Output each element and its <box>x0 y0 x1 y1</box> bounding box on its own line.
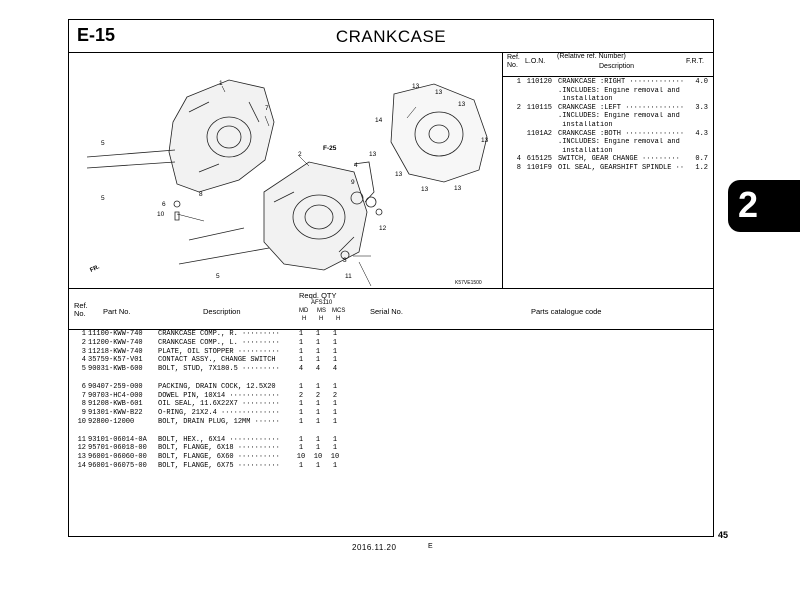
callout-5b: 5 <box>101 195 105 202</box>
part-cell-qty: 4 <box>315 365 321 374</box>
callout-13d: 13 <box>481 137 489 144</box>
callout-2: 2 <box>298 151 302 158</box>
part-cell-ref: 2 <box>81 338 86 347</box>
callout-5a: 5 <box>101 140 105 147</box>
callout-1: 1 <box>219 80 223 87</box>
part-cell-qty: 1 <box>332 356 338 365</box>
part-cell-ref: 10 <box>77 417 86 426</box>
part-cell-qty: 1 <box>315 417 321 426</box>
part-cell-qty: 1 <box>298 338 304 347</box>
callout-13h: 13 <box>454 185 462 192</box>
part-cell-description: BOLT, FLANGE, 6X18 ·········· <box>158 444 280 453</box>
parts-header-ref-no: Ref. No. <box>74 301 88 318</box>
part-cell-qty: 1 <box>332 347 338 356</box>
page-number: 45 <box>718 530 729 540</box>
part-cell-qty: 1 <box>332 461 338 470</box>
part-cell-qty: 1 <box>332 338 338 347</box>
part-cell-qty: 2 <box>332 391 338 400</box>
part-cell-ref: 6 <box>81 382 86 391</box>
part-cell-qty: 1 <box>298 409 304 418</box>
parts-header-variant-mcs: MCS <box>332 308 346 314</box>
callout-12: 12 <box>379 225 387 232</box>
part-cell-description: CRANKCASE COMP., L. ········· <box>158 338 280 347</box>
part-cell-description: CONTACT ASSY., CHANGE SWITCH <box>158 356 276 365</box>
part-cell-description: CRANKCASE COMP., R. ········· <box>158 330 280 338</box>
parts-header-reqd-qty: Reqd. QTY <box>299 291 337 300</box>
ref-cell-description: .INCLUDES: Engine removal and <box>558 86 680 95</box>
part-cell-ref: 4 <box>81 356 86 365</box>
ref-cell-description: CRANKCASE :LEFT ·············· <box>558 103 685 112</box>
footer-date: 2016.11.20 <box>352 543 397 552</box>
parts-header-variant-md-h: H <box>302 316 307 322</box>
ref-cell-lon: 615125 <box>526 155 552 164</box>
callout-7: 7 <box>265 105 269 112</box>
ref-cell-description: CRANKCASE :BOTH ·············· <box>558 129 685 138</box>
section-tab <box>728 180 800 232</box>
callout-11: 11 <box>345 273 352 280</box>
part-cell-description: BOLT, STUD, 7X180.5 ········· <box>158 365 280 374</box>
part-cell-qty: 1 <box>332 400 338 409</box>
part-cell-part-no: 93101-06014-0A <box>88 435 147 444</box>
part-cell-ref: 9 <box>81 409 86 418</box>
parts-header-variant-mcs-h: H <box>336 316 341 322</box>
part-cell-qty: 1 <box>332 330 338 338</box>
ref-cell-frt: 4.0 <box>695 78 708 86</box>
part-cell-description: DOWEL PIN, 10X14 ············ <box>158 391 280 400</box>
ref-cell-description: installation <box>558 146 613 155</box>
part-cell-description: OIL SEAL, 11.6X22X7 ········· <box>158 400 280 409</box>
callout-f25: F-25 <box>323 145 337 152</box>
part-cell-qty: 1 <box>298 382 304 391</box>
callout-5c: 5 <box>216 273 220 280</box>
part-cell-qty: 1 <box>298 356 304 365</box>
ref-cell-lon: 110115 <box>526 103 552 112</box>
parts-table-header <box>69 288 713 330</box>
ref-header-ref-no: Ref. No. <box>507 54 520 69</box>
part-cell-ref: 14 <box>77 461 86 470</box>
ref-cell-description: installation <box>558 120 613 129</box>
part-cell-qty: 1 <box>298 461 304 470</box>
part-cell-qty: 4 <box>332 365 338 374</box>
ref-header-lon: L.O.N. <box>525 58 546 65</box>
ref-cell-ref: 2 <box>516 103 521 112</box>
page-code: E-15 <box>77 25 116 45</box>
exploded-diagram <box>69 52 503 288</box>
part-cell-qty: 1 <box>315 330 321 338</box>
part-cell-qty: 1 <box>315 409 321 418</box>
ref-cell-ref: 4 <box>516 155 521 164</box>
part-cell-qty: 1 <box>298 330 304 338</box>
part-cell-part-no: 95701-06018-00 <box>88 444 147 453</box>
ref-cell-frt: 4.3 <box>695 129 708 138</box>
part-cell-part-no: 90407-259-000 <box>88 382 143 391</box>
part-cell-part-no: 90703-HC4-000 <box>88 391 143 400</box>
part-cell-qty: 1 <box>298 435 304 444</box>
callout-13b: 13 <box>435 89 443 96</box>
ref-cell-frt: 1.2 <box>695 163 708 172</box>
part-cell-description: BOLT, FLANGE, 6X60 ·········· <box>158 453 280 462</box>
callout-13e: 13 <box>369 151 377 158</box>
part-cell-description: BOLT, FLANGE, 6X75 ·········· <box>158 461 280 470</box>
part-cell-part-no: 96001-06060-00 <box>88 453 147 462</box>
part-cell-qty: 4 <box>298 365 304 374</box>
parts-header-catalogue-code: Parts catalogue code <box>531 307 602 316</box>
part-cell-description: PLATE, OIL STOPPER ·········· <box>158 347 280 356</box>
part-cell-qty: 2 <box>315 391 321 400</box>
parts-header-variant-ms-h: H <box>319 316 324 322</box>
part-cell-qty: 1 <box>332 409 338 418</box>
part-cell-part-no: 91208-KWB-601 <box>88 400 143 409</box>
ref-cell-lon: 1101A2 <box>526 129 552 138</box>
footer-lang: E <box>428 543 433 550</box>
part-cell-qty: 1 <box>315 338 321 347</box>
parts-header-variant-md: MD <box>299 308 309 314</box>
part-cell-qty: 1 <box>332 444 338 453</box>
parts-header-description: Description <box>203 307 241 316</box>
parts-header-model: AFS110 <box>311 300 333 306</box>
part-cell-part-no: 35759-K57-V01 <box>88 356 143 365</box>
part-cell-qty: 10 <box>330 453 340 462</box>
callout-front-arrow: FR. <box>89 264 101 274</box>
callout-13a: 13 <box>412 83 420 90</box>
section-tab-number: 2 <box>737 184 759 225</box>
parts-header-variant-ms: MS <box>317 308 326 314</box>
ref-header-description: Description <box>599 63 635 70</box>
part-cell-part-no: 91301-KWW-B22 <box>88 409 143 418</box>
part-cell-qty: 1 <box>315 382 321 391</box>
part-cell-description: BOLT, DRAIN PLUG, 12MM ······ <box>158 417 280 426</box>
part-cell-description: PACKING, DRAIN COCK, 12.5X20 <box>158 382 276 391</box>
parts-header-part-no: Part No. <box>103 307 131 316</box>
part-cell-qty: 2 <box>298 391 304 400</box>
crankcase-cover <box>391 84 487 182</box>
callout-4: 4 <box>354 162 358 169</box>
callout-10: 10 <box>157 211 165 218</box>
callout-14: 14 <box>375 117 383 124</box>
part-cell-qty: 1 <box>315 356 321 365</box>
ref-cell-description: CRANKCASE :RIGHT ············· <box>558 78 685 86</box>
parts-header-serial-no: Serial No. <box>370 307 403 316</box>
part-cell-description: O-RING, 21X2.4 ·············· <box>158 409 280 418</box>
callout-6: 6 <box>162 201 166 208</box>
catalog-page-frame <box>68 19 714 537</box>
callout-3: 3 <box>343 257 347 264</box>
callout-13f: 13 <box>395 171 403 178</box>
callout-13c: 13 <box>458 101 466 108</box>
part-cell-ref: 12 <box>77 444 86 453</box>
callout-8: 8 <box>199 191 203 198</box>
ref-cell-frt: 3.3 <box>695 103 708 112</box>
part-cell-ref: 13 <box>77 453 86 462</box>
ref-cell-description: SWITCH, GEAR CHANGE ········· <box>558 155 680 164</box>
ref-cell-ref: 1 <box>516 78 521 86</box>
title-row <box>69 20 713 53</box>
part-cell-part-no: 92800-12000 <box>88 417 135 426</box>
part-cell-part-no: 96001-06075-00 <box>88 461 147 470</box>
part-cell-qty: 1 <box>332 435 338 444</box>
ref-header-frt: F.R.T. <box>686 58 704 65</box>
ref-cell-description: installation <box>558 95 613 104</box>
callout-9: 9 <box>351 179 355 186</box>
part-cell-part-no: 90031-KWB-600 <box>88 365 143 374</box>
ref-cell-lon: 110120 <box>526 78 552 86</box>
part-cell-description: BOLT, HEX., 6X14 ············ <box>158 435 280 444</box>
ref-table-header <box>503 52 713 77</box>
ref-cell-frt: 0.7 <box>695 155 708 164</box>
part-cell-qty: 10 <box>313 453 323 462</box>
part-cell-qty: 1 <box>298 417 304 426</box>
part-cell-qty: 10 <box>296 453 306 462</box>
part-cell-ref: 8 <box>81 400 86 409</box>
part-cell-ref: 1 <box>81 330 86 338</box>
ref-cell-description: OIL SEAL, GEARSHIFT SPINDLE ·· <box>558 163 685 172</box>
part-cell-qty: 1 <box>315 347 321 356</box>
part-cell-qty: 1 <box>315 444 321 453</box>
callout-13g: 13 <box>421 186 429 193</box>
part-cell-ref: 3 <box>81 347 86 356</box>
part-cell-qty: 1 <box>298 347 304 356</box>
ref-header-relative: (Relative ref. Number) <box>557 53 626 60</box>
part-cell-ref: 7 <box>81 391 86 400</box>
part-cell-qty: 1 <box>298 444 304 453</box>
page-title: CRANKCASE <box>335 27 447 46</box>
part-cell-qty: 1 <box>332 417 338 426</box>
ref-cell-description: .INCLUDES: Engine removal and <box>558 138 680 147</box>
crankcase-right-half <box>169 80 274 192</box>
ref-cell-ref: 8 <box>516 163 521 172</box>
crankcase-exploded-view <box>69 52 502 288</box>
part-cell-qty: 1 <box>332 382 338 391</box>
part-cell-part-no: 11100-KWW-740 <box>88 330 143 338</box>
ref-cell-lon: 1101F9 <box>526 163 552 172</box>
ref-cell-description: .INCLUDES: Engine removal and <box>558 112 680 121</box>
part-cell-ref: 11 <box>77 435 86 444</box>
part-cell-part-no: 11200-KWW-740 <box>88 338 143 347</box>
part-cell-qty: 1 <box>298 400 304 409</box>
part-cell-qty: 1 <box>315 400 321 409</box>
figure-id: K57VE1500 <box>455 280 482 286</box>
part-cell-qty: 1 <box>315 461 321 470</box>
part-cell-qty: 1 <box>315 435 321 444</box>
part-cell-part-no: 11218-KWW-740 <box>88 347 143 356</box>
part-cell-ref: 5 <box>81 365 86 374</box>
labor-reference-panel <box>503 52 713 288</box>
